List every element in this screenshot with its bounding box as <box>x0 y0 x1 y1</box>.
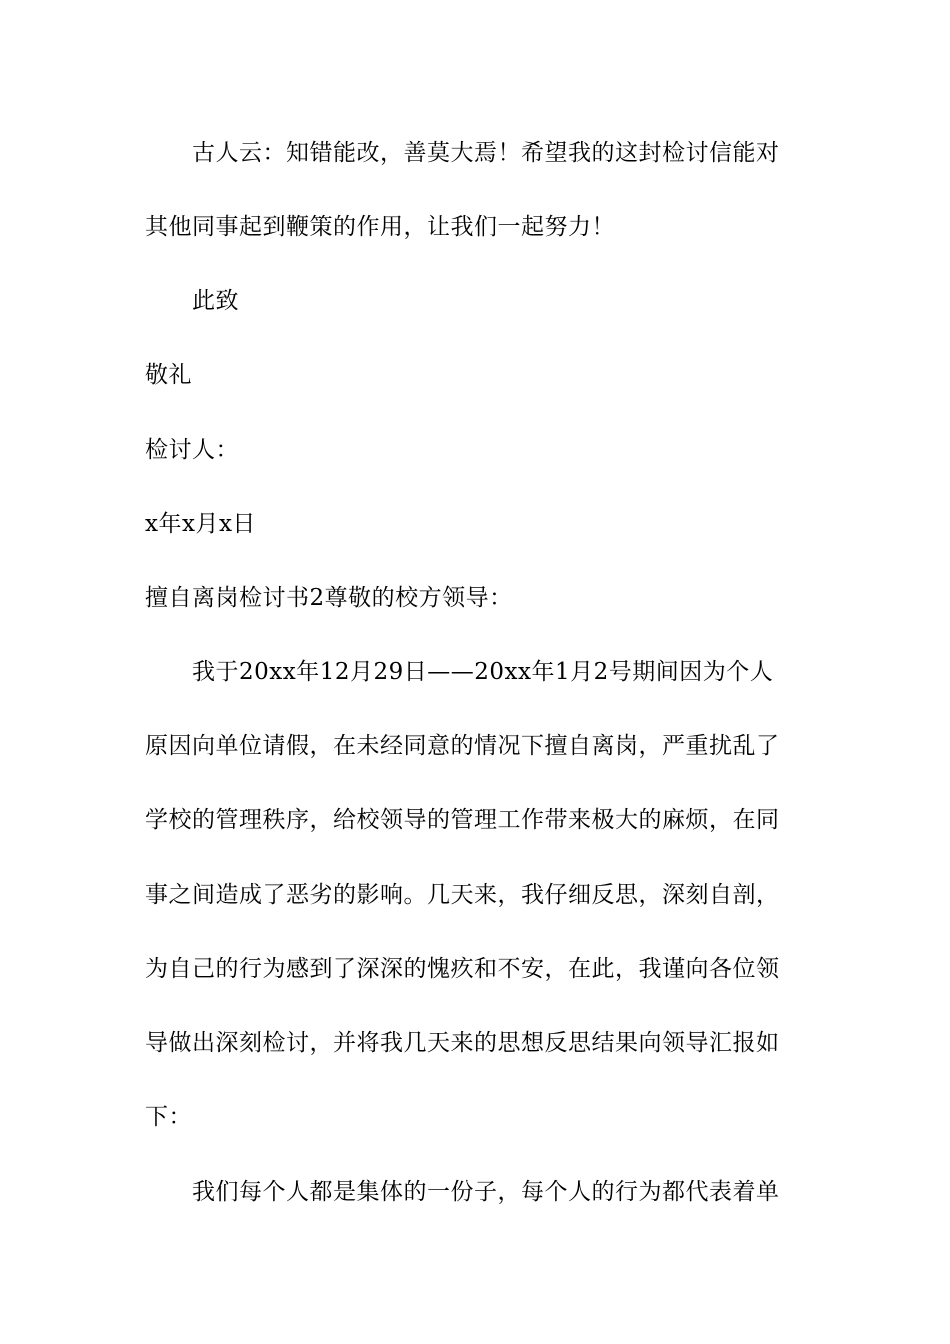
paragraph-line: 下： <box>145 1104 192 1130</box>
paragraph-line: 导做出深刻检讨，并将我几天来的思想反思结果向领导汇报如 <box>145 1030 780 1056</box>
closing-regards: 敬礼 <box>145 362 192 388</box>
paragraph-line: 古人云：知错能改，善莫大焉！希望我的这封检讨信能对 <box>192 140 780 166</box>
signature-label: 检讨人： <box>145 437 239 463</box>
paragraph-line: 其他同事起到鞭策的作用，让我们一起努力！ <box>145 214 615 240</box>
closing-salutation: 此致 <box>192 288 239 314</box>
paragraph-line: 为自己的行为感到了深深的愧疚和不安，在此，我谨向各位领 <box>145 956 780 982</box>
paragraph-line: 我于20xx年12月29日——20xx年1月2号期间因为个人 <box>192 659 774 685</box>
paragraph-line: 原因向单位请假，在未经同意的情况下擅自离岗，严重扰乱了 <box>145 733 780 759</box>
paragraph-line: 事之间造成了恶劣的影响。几天来，我仔细反思，深刻自剖， <box>145 882 780 908</box>
paragraph-line: 我们每个人都是集体的一份子，每个人的行为都代表着单 <box>192 1179 780 1205</box>
paragraph-line: 学校的管理秩序，给校领导的管理工作带来极大的麻烦，在同 <box>145 807 780 833</box>
date-line: x年x月x日 <box>145 511 256 537</box>
section-heading: 擅自离岗检讨书2尊敬的校方领导： <box>145 585 513 611</box>
